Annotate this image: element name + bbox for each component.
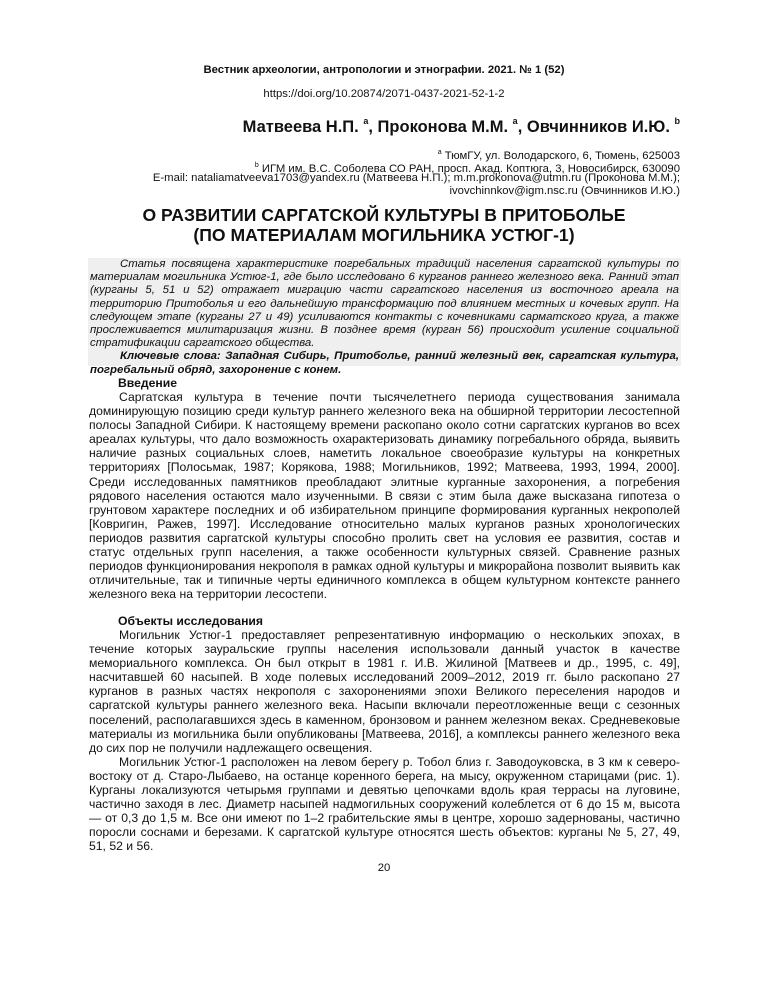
abstract-block <box>88 258 681 376</box>
article-title <box>0 205 768 245</box>
author-list: Матвеева Н.П. $^a$, Проконова М.М. $^a$, Овчинников И.Ю. $^b$ <box>242 116 680 136</box>
affiliation-text: ИГМ им. В.С. Соболева СО РАН, просп. Акад. Коптюга, 3, Новосибирск, 630090 <box>261 163 680 175</box>
page-number: 20 <box>377 862 391 874</box>
keywords: Ключевые слова: Западная Сибирь, Притоболье, ранний железный век, саргатская культура, погребальный обряд, захоронение с конем. <box>90 350 679 376</box>
author-name: Матвеева Н.П. <box>242 118 359 136</box>
section-body <box>89 390 680 601</box>
paragraph: Саргатская культура в течение почти тысячелетнего периода существования занимала доминирующую позицию среди культур раннего железного века на обширной территории лесостепной полосы Западной Сибири. К настоящему времени раскопано около сотни саргатских курганов во всех ареалах культуры, что дало возможность охарактеризовать динамику погребального обряда, выявить наличие разных социальных слоев, наметить локальное своеобразие культуры на конкретных территориях [Полосьмак, 1987; Корякова, 1988; Могильников, 1992; Матвеева, 1993, 1994, 2000]. Среди исследованных памятников преобладают элитные курганные захоронения, а погребения рядового населения остаются мало изученными. В связи с этим была даже высказана гипотеза о грунтовом характере последних и об избирательном принципе формирования курганных некрополей [Ковригин, Ражев, 1997]. Исследование относительно малых курганов разных хронологических периодов развития саргатской культуры способно пролить свет на условия ее развития, состав и статус отдельных групп населения, а также особенности культурных связей. Сравнение разных периодов функционирования некрополя в рамках одной культуры и микрорайона позволит выявить как отличительные, так и типичные черты единичного комплекса в общем культурном контексте раннего железного века на территории лесостепи. <box>89 390 680 602</box>
paragraph: Могильник Устюг-1 предоставляет репрезентативную информацию о нескольких эпохах, в течение которых зауральские группы населения использовали данный участок в качестве мемориального комплекса. Он был открыт в 1981 г. И.В. Жилиной [Матвеев и др., 1995, с. 49], насчитавшей 60 насыпей. В ходе полевых исследований 2009–2012, 2019 гг. было раскопано 27 курганов в разных частях некрополя с захоронениями эпохи Великого переселения народов и саргатской культуры раннего железного века. Насыпи включали переотложенные вещи с сезонных поселений, располагавшихся здесь в каменном, бронзовом и раннем железном веках. Средневековые материалы из могильника были опубликованы [Матвеева, 2016], а комплексы раннего железного века до сих пор не получили надлежащего освещения. <box>89 628 680 755</box>
affiliation-mark: a <box>363 116 369 126</box>
email-line[interactable]: E-mail: nataliamatveeva1703@yandex.ru (Матвеева Н.П.); m.m.prokonova@utmn.ru (Проконова М.М.); <box>152 172 680 184</box>
affiliation-mark: a <box>512 116 518 126</box>
affiliation-mark: a <box>437 149 442 156</box>
section-body <box>89 628 680 854</box>
section-heading: Объекты исследования <box>118 614 264 628</box>
email-line[interactable]: ivovchinnkov@igm.nsc.ru (Овчинников И.Ю.) <box>449 185 680 197</box>
affiliation-mark: b <box>254 162 259 169</box>
affiliation-text: ТюмГУ, ул. Володарского, 6, Тюмень, 625003 <box>444 150 680 162</box>
title-line: О РАЗВИТИИ САРГАТСКОЙ КУЛЬТУРЫ В ПРИТОБОЛЬЕ <box>142 205 626 225</box>
section-heading: Введение <box>118 376 178 390</box>
author-name: Овчинников И.Ю. <box>526 118 670 136</box>
title-line: (ПО МАТЕРИАЛАМ МОГИЛЬНИКА УСТЮГ-1) <box>193 225 575 245</box>
author-name: Проконова М.М. <box>377 118 509 136</box>
doi-link[interactable]: https://doi.org/10.20874/2071-0437-2021-52-1-2 <box>263 88 505 100</box>
abstract-text: Статья посвящена характеристике погребальных традиций населения саргатской культуры по материалам могильника Устюг-1, где было исследовано 6 курганов раннего железного века. Ранний этап (курганы 5, 51 и 52) отражает миграцию части саргатского населения из восточного ареала на территорию Притоболья и его дальнейшую трансформацию под влиянием местных и кочевых групп. На следующем этапе (курганы 27 и 49) усиливаются контакты с кочевниками сарматского круга, а также прослеживается милитаризация жизни. В позднее время (курган 56) происходит усиление социальной стратификации саргатского общества. <box>90 258 679 350</box>
affiliation-mark: b <box>674 116 680 126</box>
paragraph: Могильник Устюг-1 расположен на левом берегу р. Тобол близ г. Заводоуковска, в 3 км к северо-востоку от д. Старо-Лыбаево, на останце коренного берега, на мысу, окруженном старицами (рис. 1). Курганы локализуются четырьмя группами и девятью цепочками вдоль края террасы на луговине, частично заходя в лес. Диаметр насыпей надмогильных сооружений колеблется от 6 до 15 м, высота — от 0,3 до 1,5 м. Все они имеют по 1–2 грабительские ямы в центре, хорошо задернованы, частично поросли соснами и березами. К саргатской культуре относятся шесть объектов: курганы № 5, 27, 49, 51, 52 и 56. <box>89 754 680 854</box>
journal-header: Вестник археологии, антропологии и этнографии. 2021. № 1 (52) <box>203 64 565 76</box>
